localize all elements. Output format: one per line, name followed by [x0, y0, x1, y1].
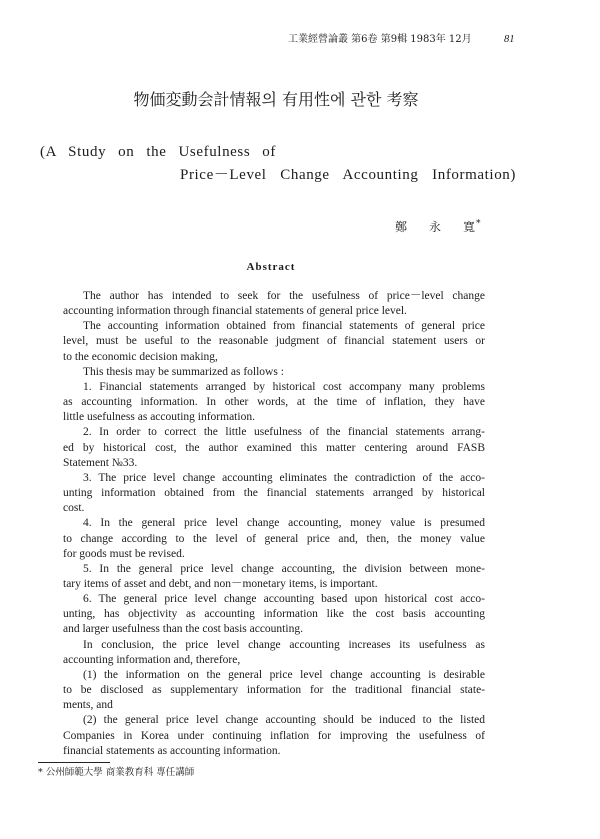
- text-line: and larger usefulness than the cost basis accounting.: [63, 623, 303, 636]
- korean-title: 物価変動会計情報의 有用性에 관한 考察: [133, 90, 419, 109]
- text-line: This thesis may be summarized as follows :: [83, 365, 284, 378]
- paragraph: [63, 516, 485, 561]
- text-line: little usefulness as accouting information.: [63, 411, 255, 424]
- paragraph: [63, 668, 485, 713]
- text-line: accounting information and, therefore,: [63, 653, 241, 666]
- abstract-heading: Abstract: [246, 261, 296, 273]
- author-name: 鄭 永 寬: [395, 220, 475, 234]
- paragraph: [63, 319, 485, 364]
- text-line: Statement №33.: [63, 456, 138, 469]
- text-line: accounting information through financial statements of general price level.: [63, 305, 407, 318]
- paragraph: [63, 713, 485, 758]
- paragraph: [63, 592, 485, 637]
- paragraph: [63, 365, 485, 380]
- text-line: 5. In the general price level change accounting, the division between mone-: [83, 562, 485, 575]
- english-title-line-1: (A Study on the Usefulness of: [40, 144, 276, 160]
- text-line: unting, has objectivity as accounting information like the cost basis accounting: [63, 608, 485, 621]
- text-line: (2) the general price level change accounting should be induced to the listed: [83, 714, 485, 727]
- paragraph: [63, 638, 485, 668]
- paragraph: [63, 289, 485, 319]
- text-line: Companies in Korea under continuing inflation for improving the usefulness of: [63, 729, 485, 742]
- paragraph: [63, 425, 485, 470]
- text-line: ments, and: [63, 699, 113, 712]
- author-footnote-marker: *: [476, 219, 481, 229]
- text-line: financial statements as accounting information.: [63, 744, 281, 757]
- english-title-line-2: Price－Level Change Accounting Information): [180, 167, 516, 183]
- text-line: The accounting information obtained from financial statements of general price: [83, 320, 485, 333]
- text-line: for goods must be revised.: [63, 547, 185, 560]
- text-line: In conclusion, the price level change accounting increases its usefulness as: [83, 638, 485, 651]
- text-line: 2. In order to correct the little usefulness of the financial statements arrang-: [83, 426, 485, 439]
- footnote-rule: [38, 762, 110, 763]
- text-line: 3. The price level change accounting eliminates the contradiction of the acco-: [83, 471, 485, 484]
- running-header: 工業經營論叢 第6卷 第9輯 1983年 12月: [288, 34, 472, 45]
- author-byline: [395, 219, 481, 235]
- author-affiliation-footnote: * 公州師範大學 商業教育科 專任講師: [38, 767, 195, 778]
- text-line: 1. Financial statements arranged by historical cost accompany many problems: [83, 380, 485, 393]
- text-line: (1) the information on the general price level change accounting is desirable: [83, 668, 485, 681]
- text-line: unting information obtained from the financial statements arranged by historical: [63, 487, 485, 500]
- text-line: cost.: [63, 502, 85, 515]
- text-line: to change according to the level of general price and, then, the money value: [63, 532, 485, 545]
- text-line: 6. The general price level change accounting based upon historical cost acco-: [83, 593, 485, 606]
- text-line: ed by historical cost, the author examined this matter centering around FASB: [63, 441, 485, 454]
- page-number: 81: [504, 34, 515, 45]
- text-line: level, must be useful to the reasonable judgment of financial statement users or: [63, 335, 485, 348]
- text-line: to be disclosed as supplementary information for the traditional financial state-: [63, 684, 485, 697]
- text-line: as accounting information. In other words, at the time of inflation, they have: [63, 396, 485, 409]
- paragraph: [63, 471, 485, 516]
- text-line: tary items of asset and debt, and non－monetary items, is important.: [63, 577, 378, 590]
- text-line: The author has intended to seek for the usefulness of price－level change: [83, 290, 485, 302]
- text-line: to the economic decision making,: [63, 350, 218, 363]
- text-line: 4. In the general price level change accounting, money value is presumed: [83, 517, 485, 530]
- abstract-body: [63, 289, 485, 759]
- paragraph: [63, 562, 485, 592]
- paragraph: [63, 380, 485, 425]
